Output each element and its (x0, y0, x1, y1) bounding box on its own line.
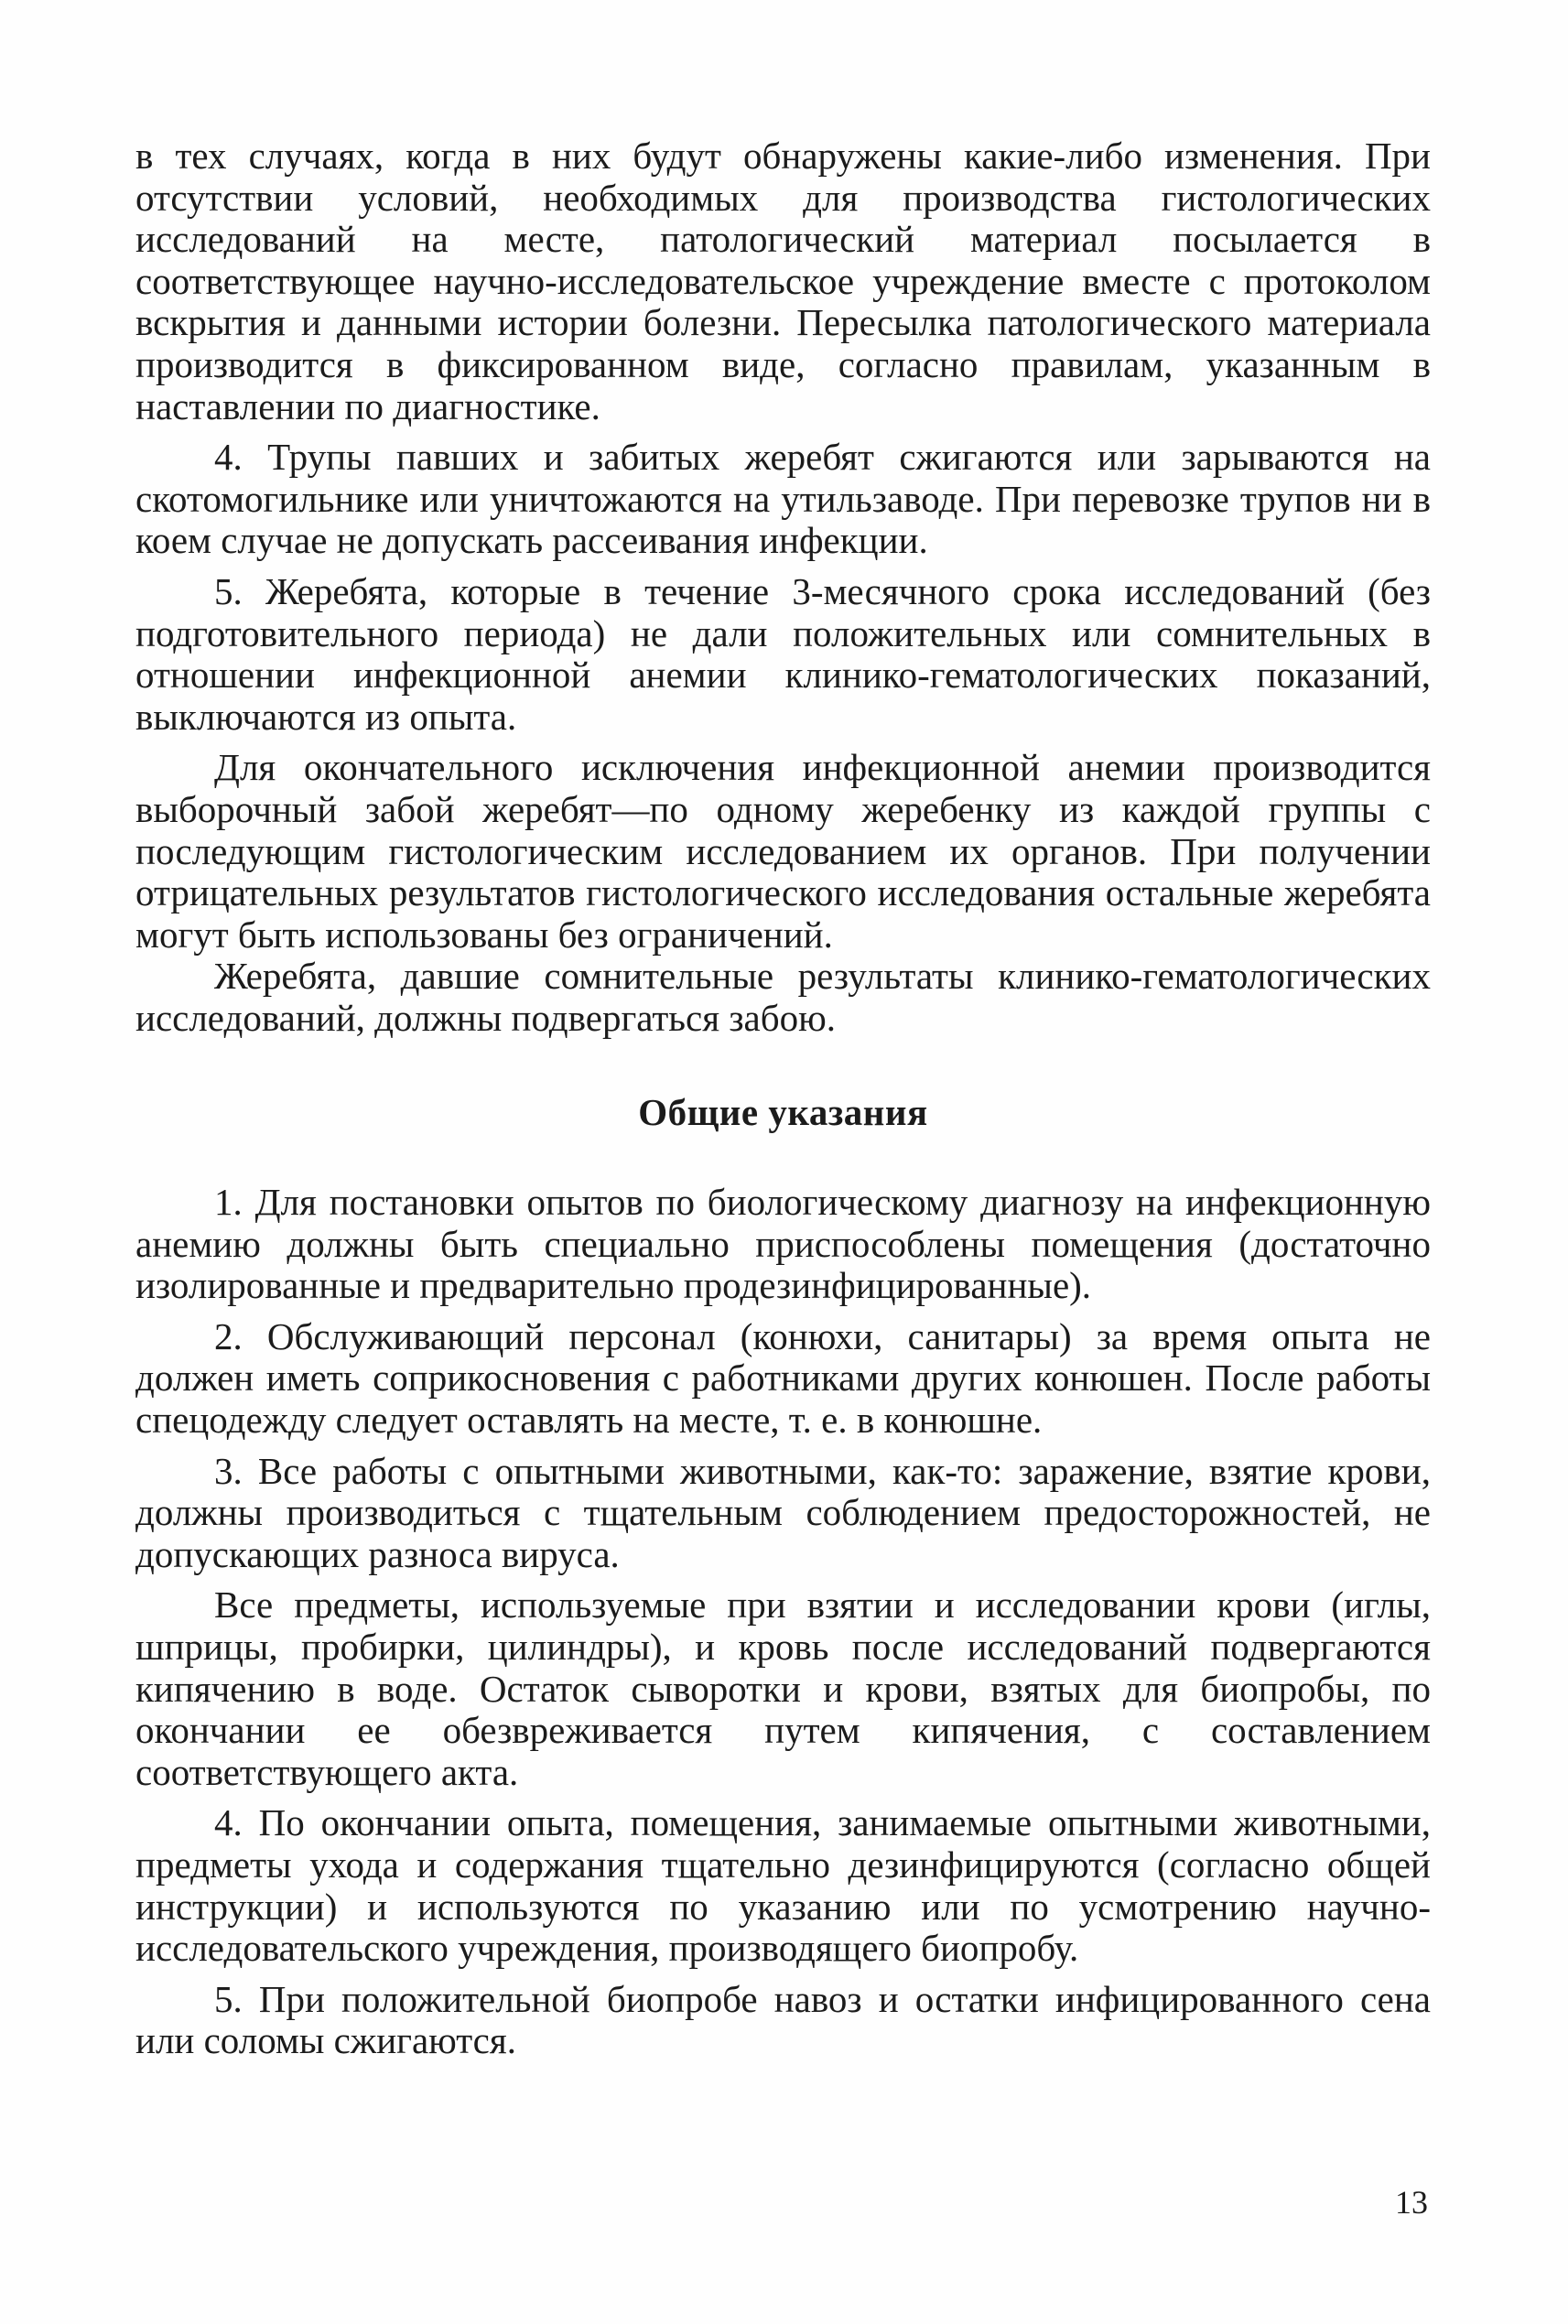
paragraph-doubtful-results: Жеребята, давшие сомнительные результаты клинико-гематологических исследований, должны подвергаться забою. (135, 955, 1431, 1039)
paragraph-general-3: 3. Все работы с опытными животными, как-то: заражение, взятие крови, должны производиться с тщательным соблюдением предосторожностей, не допускающих разноса вируса. (135, 1449, 1431, 1575)
paragraph-item-4: 4. Трупы павших и забитых жеребят сжигаются или зарываются на скотомогильнике или уничтожаются на утильзаводе. При перевозке трупов ни в коем случае не допускать рассеивания инфекции. (135, 436, 1431, 562)
paragraph-continuation: в тех случаях, когда в них будут обнаружены какие-либо изменения. При отсутствии условий, необходимых для производства гистологических исследований на месте, патологический материал посылается в соответствующее научно-исследовательское учреждение вместе с протоколом вскрытия и данными истории болезни. Пересылка патологического материала производится в фиксированном виде, согласно правилам, указанным в наставлении по диагностике. (135, 135, 1431, 427)
paragraph-general-2: 2. Обслуживающий персонал (конюхи, санитары) за время опыта не должен иметь соприкосновения с работниками других конюшен. После работы спецодежду следует оставлять на месте, т. е. в конюшне. (135, 1314, 1431, 1442)
body-text (135, 135, 1431, 2062)
paragraph-general-4: 4. По окончании опыта, помещения, занимаемые опытными животными, предметы ухода и содержания тщательно дезинфицируются (согласно общей инструкции) и используются по указанию или по усмотрению научно-исследовательского учреждения, производящего биопробу. (135, 1801, 1431, 1970)
paragraph-general-3-items: Все предметы, используемые при взятии и исследовании крови (иглы, шприцы, пробирки, цилиндры), и кровь после исследований подвергаются кипячению в воде. Остаток сыворотки и крови, взятых для биопробы, по окончании ее обезвреживается путем кипячения, с составлением соответствующего акта. (135, 1584, 1431, 1793)
paragraph-general-5: 5. При положительной биопробе навоз и остатки инфицированного сена или соломы сжигаются. (135, 1977, 1431, 2062)
paragraph-general-1: 1. Для постановки опытов по биологическому диагнозу на инфекционную анемию должны быть специально приспособлены помещения (достаточно изолированные и предварительно продезинфицированные). (135, 1181, 1431, 1307)
paragraph-exclusion: Для окончательного исключения инфекционной анемии производится выборочный забой жеребят—по одному жеребенку из каждой группы с последующим гистологическим исследованием их органов. При получении отрицательных результатов гистологического исследования остальные жеребята могут быть использованы без ограничений. (135, 746, 1431, 956)
page-number: 13 (1395, 2184, 1428, 2221)
paragraph-item-5: 5. Жеребята, которые в течение 3-месячного срока исследований (без подготовительного периода) не дали положительных или сомнительных в отношении инфекционной анемии клинико-гематологических показаний, выключаются из опыта. (135, 569, 1431, 738)
section-heading: Общие указания (638, 1091, 928, 1134)
